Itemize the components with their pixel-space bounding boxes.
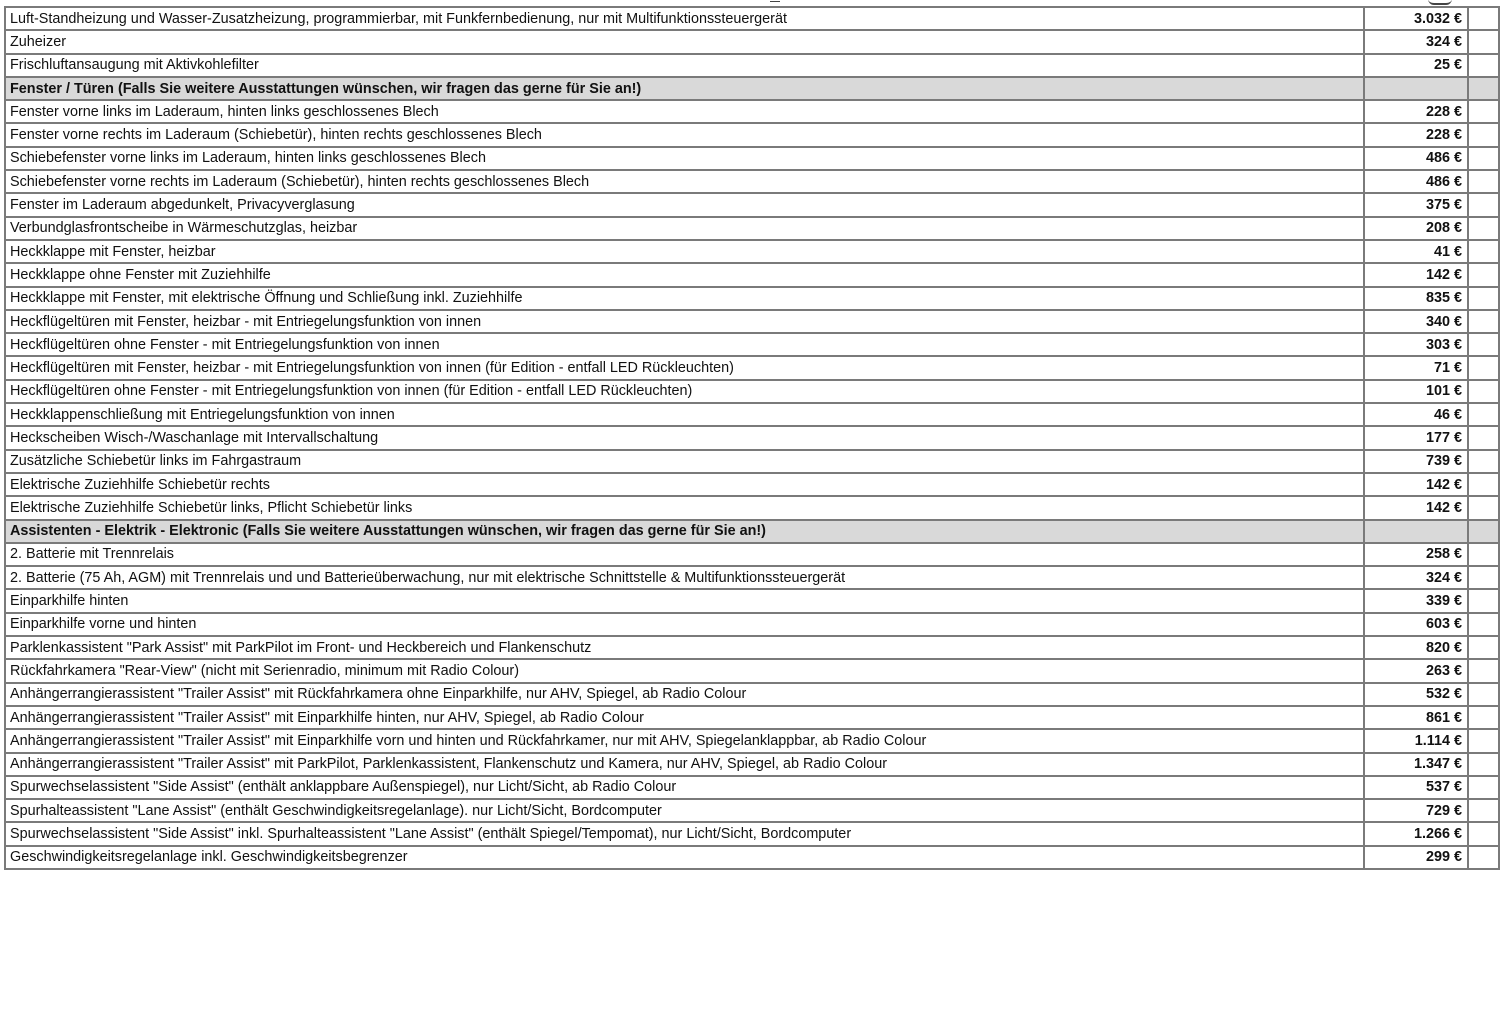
table-row: [5, 613, 1499, 636]
option-description: Parklenkassistent "Park Assist" mit ParkPilot im Front- und Heckbereich und Flankenschutz: [5, 636, 1364, 659]
selection-cell[interactable]: [1468, 729, 1499, 752]
table-row: [5, 426, 1499, 449]
option-price: 486 €: [1364, 170, 1468, 193]
selection-cell[interactable]: [1468, 403, 1499, 426]
table-row: [5, 566, 1499, 589]
option-price: 486 €: [1364, 147, 1468, 170]
option-price: 1.347 €: [1364, 753, 1468, 776]
section-header-row: [5, 77, 1499, 100]
option-description: Spurhalteassistent "Lane Assist" (enthält Geschwindigkeitsregelanlage). nur Licht/Sicht, Bordcomputer: [5, 799, 1364, 822]
price-list-table: [4, 6, 1500, 870]
table-row: [5, 450, 1499, 473]
table-row: [5, 7, 1499, 30]
table-row: [5, 776, 1499, 799]
option-description: Heckflügeltüren ohne Fenster - mit Entriegelungsfunktion von innen: [5, 333, 1364, 356]
option-description: Anhängerrangierassistent "Trailer Assist" mit Einparkhilfe hinten, nur AHV, Spiegel, ab Radio Colour: [5, 706, 1364, 729]
option-price: 263 €: [1364, 659, 1468, 682]
selection-cell[interactable]: [1468, 473, 1499, 496]
selection-cell[interactable]: [1468, 7, 1499, 30]
selection-cell[interactable]: [1468, 217, 1499, 240]
selection-cell[interactable]: [1468, 123, 1499, 146]
selection-cell[interactable]: [1468, 356, 1499, 379]
selection-cell[interactable]: [1468, 170, 1499, 193]
table-row: [5, 147, 1499, 170]
option-description: Rückfahrkamera "Rear-View" (nicht mit Serienradio, minimum mit Radio Colour): [5, 659, 1364, 682]
selection-cell[interactable]: [1468, 566, 1499, 589]
option-price: 861 €: [1364, 706, 1468, 729]
selection-cell[interactable]: [1468, 193, 1499, 216]
option-description: Heckklappe mit Fenster, heizbar: [5, 240, 1364, 263]
selection-cell[interactable]: [1468, 496, 1499, 519]
option-price: 603 €: [1364, 613, 1468, 636]
selection-cell[interactable]: [1468, 822, 1499, 845]
option-description: Anhängerrangierassistent "Trailer Assist" mit ParkPilot, Parklenkassistent, Flankenschutz und Kamera, nur AHV, Spiegel, ab Radio Colour: [5, 753, 1364, 776]
selection-cell[interactable]: [1468, 753, 1499, 776]
selection-cell[interactable]: [1468, 613, 1499, 636]
option-price: 340 €: [1364, 310, 1468, 333]
option-description: Fenster vorne links im Laderaum, hinten links geschlossenes Blech: [5, 100, 1364, 123]
table-row: [5, 822, 1499, 845]
selection-cell[interactable]: [1468, 543, 1499, 566]
table-row: [5, 659, 1499, 682]
table-row: [5, 193, 1499, 216]
option-price: 324 €: [1364, 566, 1468, 589]
selection-cell[interactable]: [1468, 240, 1499, 263]
selection-cell[interactable]: [1468, 846, 1499, 869]
selection-cell[interactable]: [1468, 100, 1499, 123]
selection-cell[interactable]: [1468, 683, 1499, 706]
option-price: 228 €: [1364, 123, 1468, 146]
option-price: 739 €: [1364, 450, 1468, 473]
selection-cell[interactable]: [1468, 77, 1499, 100]
section-title: Fenster / Türen (Falls Sie weitere Ausstattungen wünschen, wir fragen das gerne für Sie an!): [5, 77, 1364, 100]
option-price: 537 €: [1364, 776, 1468, 799]
table-row: [5, 380, 1499, 403]
selection-cell[interactable]: [1468, 799, 1499, 822]
option-price: 1.266 €: [1364, 822, 1468, 845]
price-list-body: [5, 7, 1499, 869]
option-price: 142 €: [1364, 473, 1468, 496]
option-description: 2. Batterie (75 Ah, AGM) mit Trennrelais und und Batterieüberwachung, nur mit elektrische Schnittstelle & Multifunktionssteuergerät: [5, 566, 1364, 589]
table-row: [5, 356, 1499, 379]
option-price: 303 €: [1364, 333, 1468, 356]
selection-cell[interactable]: [1468, 636, 1499, 659]
table-row: [5, 403, 1499, 426]
option-price: 142 €: [1364, 496, 1468, 519]
selection-cell[interactable]: [1468, 776, 1499, 799]
option-price: 729 €: [1364, 799, 1468, 822]
option-description: Zusätzliche Schiebetür links im Fahrgastraum: [5, 450, 1364, 473]
option-description: Heckklappe mit Fenster, mit elektrische Öffnung und Schließung inkl. Zuziehhilfe: [5, 287, 1364, 310]
selection-cell[interactable]: [1468, 520, 1499, 543]
option-description: Elektrische Zuziehhilfe Schiebetür rechts: [5, 473, 1364, 496]
table-row: [5, 333, 1499, 356]
option-description: Schiebefenster vorne links im Laderaum, hinten links geschlossenes Blech: [5, 147, 1364, 170]
option-description: Anhängerrangierassistent "Trailer Assist" mit Einparkhilfe vorn und hinten und Rückfahrkamer, nur mit AHV, Spiegelanklappbar, ab Radio Colour: [5, 729, 1364, 752]
option-description: Verbundglasfrontscheibe in Wärmeschutzglas, heizbar: [5, 217, 1364, 240]
table-row: [5, 799, 1499, 822]
option-description: Heckflügeltüren mit Fenster, heizbar - mit Entriegelungsfunktion von innen: [5, 310, 1364, 333]
selection-cell[interactable]: [1468, 263, 1499, 286]
table-row: [5, 217, 1499, 240]
option-price: 228 €: [1364, 100, 1468, 123]
option-price: 258 €: [1364, 543, 1468, 566]
table-row: [5, 54, 1499, 77]
option-description: Heckklappe ohne Fenster mit Zuziehhilfe: [5, 263, 1364, 286]
option-price: 835 €: [1364, 287, 1468, 310]
option-description: Einparkhilfe hinten: [5, 589, 1364, 612]
option-description: Heckklappenschließung mit Entriegelungsfunktion von innen: [5, 403, 1364, 426]
option-description: Spurwechselassistent "Side Assist" inkl. Spurhalteassistent "Lane Assist" (enthält Spiegel/Tempomat), nur Licht/Sicht, Bordcomputer: [5, 822, 1364, 845]
table-row: [5, 683, 1499, 706]
option-description: Heckscheiben Wisch-/Waschanlage mit Intervallschaltung: [5, 426, 1364, 449]
selection-cell[interactable]: [1468, 147, 1499, 170]
table-row: [5, 287, 1499, 310]
section-title: Assistenten - Elektrik - Elektronic (Falls Sie weitere Ausstattungen wünschen, wir fragen das gerne für Sie an!): [5, 520, 1364, 543]
option-price: 25 €: [1364, 54, 1468, 77]
section-header-row: [5, 520, 1499, 543]
table-row: [5, 636, 1499, 659]
option-price: 1.114 €: [1364, 729, 1468, 752]
selection-cell[interactable]: [1468, 706, 1499, 729]
table-row: [5, 543, 1499, 566]
option-description: Heckflügeltüren ohne Fenster - mit Entriegelungsfunktion von innen (für Edition - entfall LED Rückleuchten): [5, 380, 1364, 403]
selection-cell[interactable]: [1468, 333, 1499, 356]
option-description: Heckflügeltüren mit Fenster, heizbar - mit Entriegelungsfunktion von innen (für Edition - entfall LED Rückleuchten): [5, 356, 1364, 379]
option-price: 101 €: [1364, 380, 1468, 403]
option-price: 532 €: [1364, 683, 1468, 706]
selection-cell[interactable]: [1468, 380, 1499, 403]
table-row: [5, 310, 1499, 333]
table-row: [5, 589, 1499, 612]
option-description: Spurwechselassistent "Side Assist" (enthält anklappbare Außenspiegel), nur Licht/Sicht, ab Radio Colour: [5, 776, 1364, 799]
table-row: [5, 240, 1499, 263]
option-price: 820 €: [1364, 636, 1468, 659]
selection-cell[interactable]: [1468, 450, 1499, 473]
selection-cell[interactable]: [1468, 659, 1499, 682]
option-price: 375 €: [1364, 193, 1468, 216]
option-description: Schiebefenster vorne rechts im Laderaum (Schiebetür), hinten rechts geschlossenes Blech: [5, 170, 1364, 193]
selection-cell[interactable]: [1468, 310, 1499, 333]
option-price: 339 €: [1364, 589, 1468, 612]
option-description: Anhängerrangierassistent "Trailer Assist" mit Rückfahrkamera ohne Einparkhilfe, nur AHV, Spiegel, ab Radio Colour: [5, 683, 1364, 706]
option-price: [1364, 77, 1468, 100]
cut-off-glyph: [770, 0, 780, 2]
option-price: 208 €: [1364, 217, 1468, 240]
option-description: Frischluftansaugung mit Aktivkohlefilter: [5, 54, 1364, 77]
option-price: 299 €: [1364, 846, 1468, 869]
selection-cell[interactable]: [1468, 287, 1499, 310]
option-description: Fenster im Laderaum abgedunkelt, Privacyverglasung: [5, 193, 1364, 216]
table-row: [5, 846, 1499, 869]
option-price: [1364, 520, 1468, 543]
selection-cell[interactable]: [1468, 426, 1499, 449]
selection-cell[interactable]: [1468, 589, 1499, 612]
option-price: 177 €: [1364, 426, 1468, 449]
table-row: [5, 473, 1499, 496]
table-row: [5, 30, 1499, 53]
option-description: Fenster vorne rechts im Laderaum (Schiebetür), hinten rechts geschlossenes Blech: [5, 123, 1364, 146]
option-price: 46 €: [1364, 403, 1468, 426]
option-description: Luft-Standheizung und Wasser-Zusatzheizung, programmierbar, mit Funkfernbedienung, nur mit Multifunktionssteuergerät: [5, 7, 1364, 30]
option-description: Einparkhilfe vorne und hinten: [5, 613, 1364, 636]
table-row: [5, 123, 1499, 146]
table-row: [5, 729, 1499, 752]
table-row: [5, 706, 1499, 729]
option-description: Zuheizer: [5, 30, 1364, 53]
table-row: [5, 263, 1499, 286]
table-row: [5, 753, 1499, 776]
option-description: 2. Batterie mit Trennrelais: [5, 543, 1364, 566]
option-price: 324 €: [1364, 30, 1468, 53]
table-row: [5, 100, 1499, 123]
cut-off-glyph: [1428, 0, 1452, 5]
option-price: 41 €: [1364, 240, 1468, 263]
selection-cell[interactable]: [1468, 30, 1499, 53]
option-price: 71 €: [1364, 356, 1468, 379]
table-row: [5, 496, 1499, 519]
selection-cell[interactable]: [1468, 54, 1499, 77]
option-description: Elektrische Zuziehhilfe Schiebetür links, Pflicht Schiebetür links: [5, 496, 1364, 519]
option-price: 142 €: [1364, 263, 1468, 286]
option-description: Geschwindigkeitsregelanlage inkl. Geschwindigkeitsbegrenzer: [5, 846, 1364, 869]
option-price: 3.032 €: [1364, 7, 1468, 30]
table-row: [5, 170, 1499, 193]
